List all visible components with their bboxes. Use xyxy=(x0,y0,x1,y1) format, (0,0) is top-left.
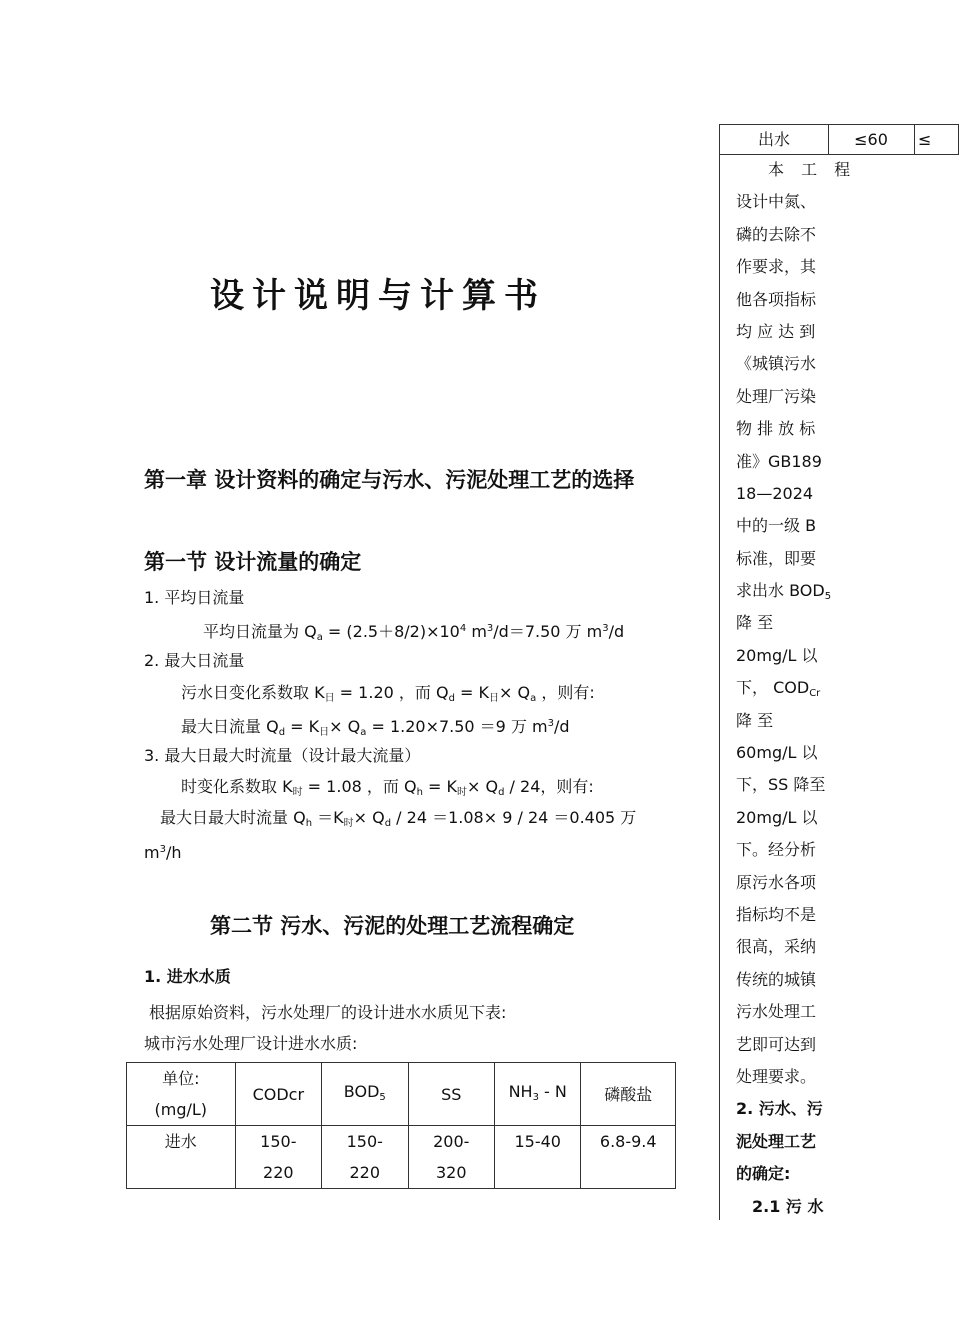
header-bod5: $BOD_5$ xyxy=(322,1063,408,1126)
table-header-row xyxy=(127,1063,676,1126)
effluent-label: 出水 xyxy=(720,125,829,154)
overflow-line: 艺即可达到 xyxy=(736,1034,817,1054)
influent-quality-table xyxy=(126,1062,676,1189)
overflow-line: 本 工 程 xyxy=(768,160,857,179)
table-caption: 城市污水处理厂设计进水水质: xyxy=(144,1034,358,1053)
cell-phosphate: 6.8-9.4 xyxy=(581,1126,676,1189)
overflow-line: 他各项指标 xyxy=(736,289,817,309)
overflow-line: 很高，采纳 xyxy=(736,937,817,957)
overflow-line: 指标均不是 xyxy=(736,904,817,924)
document-title: 设计说明与计算书 xyxy=(210,276,546,316)
header-codcr: CODcr xyxy=(235,1063,321,1126)
section-2-heading: 第二节 污水、污泥的处理工艺流程确定 xyxy=(210,914,575,938)
overflow-line: 2. 污水、污 xyxy=(736,1099,823,1119)
item-2-line-1: 污水日变化系数取 $K_日 = 1.20$ ，而 $Q_d = K_日\times Q_a$ ，则有: xyxy=(181,683,595,704)
overflow-line: 的确定: xyxy=(736,1164,791,1184)
overflow-line: 处理厂污染 xyxy=(736,386,817,406)
overflow-column-text xyxy=(736,154,857,1223)
overflow-line: 物 排 放 标 xyxy=(736,419,816,439)
header-ss: SS xyxy=(408,1063,494,1126)
effluent-table-row xyxy=(719,124,959,155)
overflow-line: 泥处理工艺 xyxy=(736,1131,817,1151)
overflow-line: 中的一级 B xyxy=(736,516,817,536)
table-row xyxy=(127,1126,676,1189)
overflow-line: 传统的城镇 xyxy=(736,969,817,989)
overflow-line: 2.1 污 水 xyxy=(752,1196,824,1216)
cell-ss: 200- 320 xyxy=(408,1126,494,1189)
cell-nh3n: 15-40 xyxy=(494,1126,580,1189)
overflow-column-border xyxy=(719,155,720,1220)
overflow-line: 设计中氮、 xyxy=(736,192,817,212)
row-label: 进水 xyxy=(127,1126,236,1189)
overflow-line: 下， $COD_{Cr}$ xyxy=(736,678,821,700)
paragraph-influent-intro: 根据原始资料，污水处理厂的设计进水水质见下表: xyxy=(149,1003,507,1022)
overflow-line: 原污水各项 xyxy=(736,872,817,892)
header-nh3n: $NH_3$ - N xyxy=(494,1063,580,1126)
cell-codcr: 150- 220 xyxy=(235,1126,321,1189)
overflow-line: 处理要求。 xyxy=(736,1066,817,1086)
overflow-line: 降 至 xyxy=(736,710,774,730)
item-3-line-3: $m^3/h$ xyxy=(144,843,182,862)
overflow-line: 《城镇污水 xyxy=(736,354,817,374)
overflow-line: 污水处理工 xyxy=(736,1002,817,1022)
header-unit: 单位: (mg/L) xyxy=(127,1063,236,1126)
chapter-heading: 第一章 设计资料的确定与污水、污泥处理工艺的选择 xyxy=(144,468,635,492)
overflow-line: 求出水 $BOD_5$ xyxy=(736,581,832,603)
subsection-influent-quality: 1. 进水水质 xyxy=(144,967,231,986)
item-2-line-2: 最大日流量 $Q_d = K_日\times Q_a = 1.20\times 7.50 =9$ 万 $m^3/d$ xyxy=(181,717,570,738)
overflow-line: 准》GB189 xyxy=(736,451,822,471)
overflow-line: 磷的去除不 xyxy=(736,224,817,244)
overflow-line: 均 应 达 到 xyxy=(736,321,816,341)
header-phosphate: 磷酸盐 xyxy=(581,1063,676,1126)
overflow-line: 下。经分析 xyxy=(736,840,817,860)
effluent-codcr: ≤60 xyxy=(828,125,915,154)
overflow-line: 下，SS 降至 xyxy=(736,775,826,795)
item-3-line-1: 时变化系数取 $K_时 = 1.08$ ，而 $Q_h = K_时\times Q_d / 24$，则有: xyxy=(181,777,594,798)
cell-bod5: 150- 220 xyxy=(322,1126,408,1189)
overflow-line: 20mg/L 以 xyxy=(736,807,818,827)
overflow-line: 60mg/L 以 xyxy=(736,743,818,763)
overflow-line: 标准，即要 xyxy=(736,548,817,568)
overflow-line: 18—2024 xyxy=(736,483,814,503)
item-3-label: 3. 最大日最大时流量（设计最大流量） xyxy=(144,746,421,765)
item-3-line-2: 最大日最大时流量 $Q_h =K_时\times Q_d / 24 =1.08\times 9 / 24 =0.405$ 万 xyxy=(160,808,637,829)
overflow-line: 降 至 xyxy=(736,613,774,633)
item-1-formula: 平均日流量为 $Q_a = (2.5+8/2)\times 10^4$ $m^3/d=7.50$ 万 $m^3/d$ xyxy=(203,622,625,643)
overflow-line: 20mg/L 以 xyxy=(736,645,818,665)
effluent-bod-partial: ≤ xyxy=(918,130,932,149)
section-1-heading: 第一节 设计流量的确定 xyxy=(144,550,362,574)
item-1-label: 1. 平均日流量 xyxy=(144,588,245,607)
item-2-label: 2. 最大日流量 xyxy=(144,651,245,670)
overflow-line: 作要求，其 xyxy=(736,257,817,277)
